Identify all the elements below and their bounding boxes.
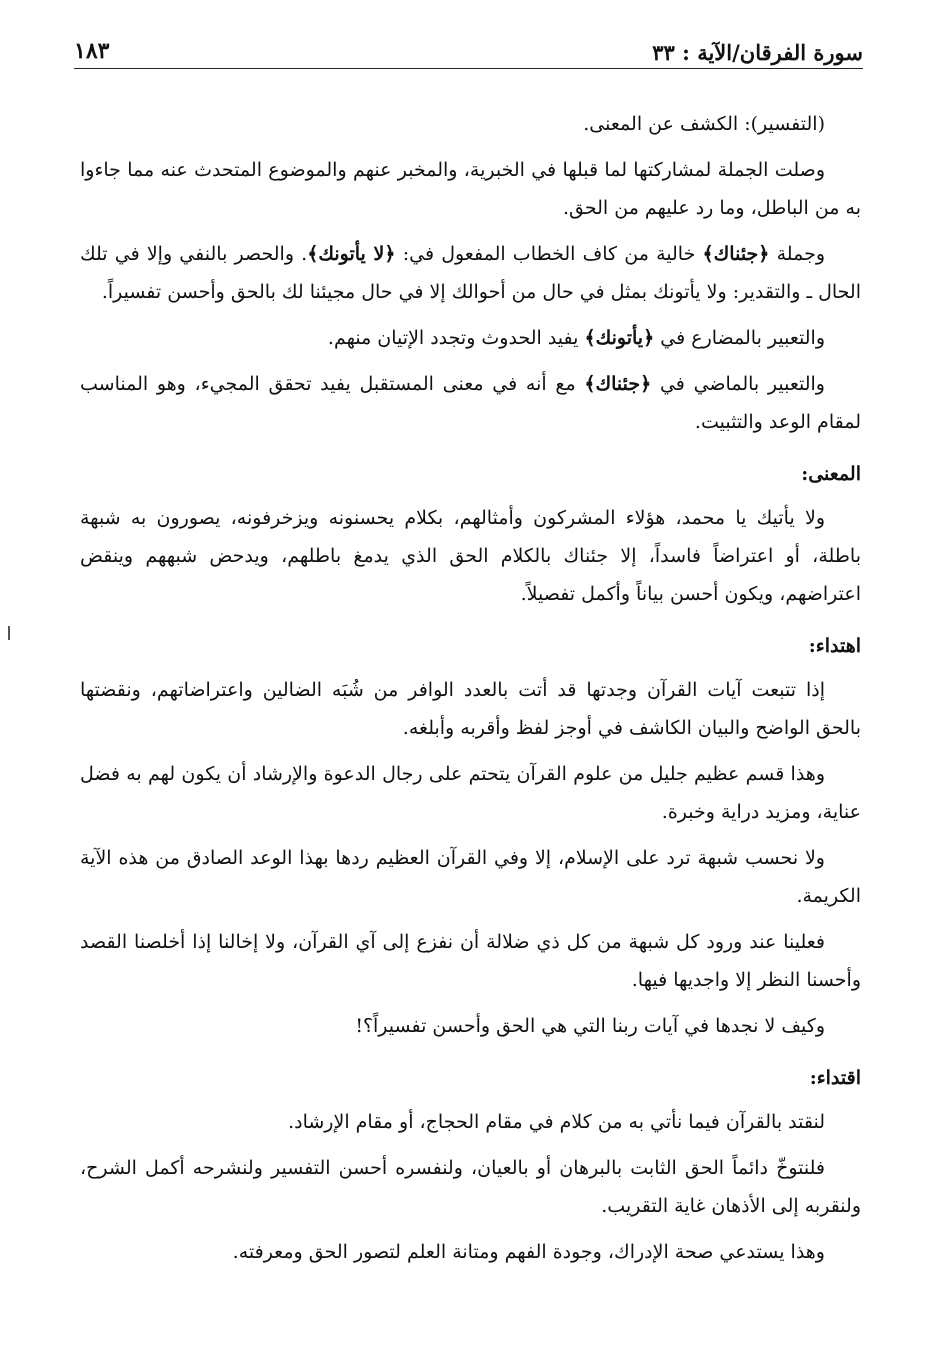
page-number: ١٨٣ bbox=[74, 38, 110, 64]
paragraph-past-tense bbox=[80, 365, 861, 441]
paragraph-tafsir-definition: (التفسير): الكشف عن المعنى. bbox=[583, 113, 825, 135]
text-segment: يفيد الحدوث وتجدد الإتيان منهم. bbox=[327, 327, 585, 349]
paragraph-following-2: فلنتوخّ دائماً الحق الثابت بالبرهان أو بالعيان، ولنفسره أحسن التفسير ولنشرحه أكمل الشرح، ولنقربه إلى الأذهان غاية التقريب. bbox=[80, 1157, 861, 1217]
text-segment: وجملة bbox=[769, 243, 825, 265]
text-segment: والتعبير بالماضي في bbox=[651, 373, 825, 395]
header-title: سورة الفرقان/الآية : ٣٣ bbox=[652, 40, 863, 65]
quran-quote: ﴿جئناك﴾ bbox=[702, 243, 770, 265]
paragraph-sentence-connection: وصلت الجملة لمشاركتها لما قبلها في الخبرية، والمخبر عنهم والموضوع المتحدث عنه مما جاءوا به من الباطل، وما رد عليهم من الحق. bbox=[80, 159, 861, 219]
paragraph-guidance-2: وهذا قسم عظيم جليل من علوم القرآن يتحتم على رجال الدعوة والإرشاد أن يكون لهم به فضل عناية، ومزيد دراية وخبرة. bbox=[80, 763, 861, 823]
text-segment: خالية من كاف الخطاب المفعول في: bbox=[395, 243, 703, 265]
heading-following: اقتداء: bbox=[809, 1067, 861, 1089]
heading-meaning: المعنى: bbox=[801, 463, 861, 485]
running-header bbox=[74, 34, 863, 70]
text-segment: والتعبير بالمضارع في bbox=[654, 327, 825, 349]
text-segment: مع أنه في معنى المستقبل يفيد تحقق المجيء، وهو المناسب لمقام الوعد والتثبيت. bbox=[80, 373, 861, 433]
paragraph-guidance-3: ولا نحسب شبهة ترد على الإسلام، إلا وفي القرآن العظيم ردها بهذا الوعد الصادق من هذه الآية الكريمة. bbox=[80, 847, 861, 907]
paragraph-following-3: وهذا يستدعي صحة الإدراك، وجودة الفهم ومتانة العلم لتصور الحق ومعرفته. bbox=[232, 1241, 825, 1263]
paragraph-jinnak-clause bbox=[80, 235, 861, 311]
paragraph-meaning: ولا يأتيك يا محمد، هؤلاء المشركون وأمثالهم، بكلام يحسنونه ويزخرفونه، يصورون به شبهة باطلة، أو اعتراضاً فاسداً، إلا جئناك بالكلام الحق الذي يدمغ باطلهم، ويدحض شبههم وينقض اعتراضهم، ويكون أحسن بياناً وأكمل تفصيلاً. bbox=[80, 507, 861, 605]
paragraph-guidance-4: فعلينا عند ورود كل شبهة من كل ذي ضلالة أن نفزع إلى آي القرآن، ولا إخالنا إذا أخلصنا القصد وأحسنا النظر إلا واجديها فيها. bbox=[80, 931, 861, 991]
margin-mark bbox=[8, 626, 10, 640]
page-body bbox=[80, 105, 861, 1279]
paragraph-guidance-5: وكيف لا نجدها في آيات ربنا التي هي الحق وأحسن تفسيراً؟! bbox=[355, 1015, 825, 1037]
paragraph-present-tense bbox=[80, 319, 861, 357]
paragraph-following-1: لنقتد بالقرآن فيما نأتي به من كلام في مقام الحجاج، أو مقام الإرشاد. bbox=[288, 1111, 825, 1133]
heading-guidance: اهتداء: bbox=[808, 635, 861, 657]
quran-quote: ﴿جئناك﴾ bbox=[584, 373, 652, 395]
header-rule bbox=[74, 68, 863, 69]
text-segment: . والحصر بالنفي وإلا في تلك الحال ـ والتقدير: ولا يأتونك بمثل في حال من أحوالك إلا في حال مجيئنا لك بالحق وأحسن تفسيراً. bbox=[80, 243, 861, 303]
quran-quote: ﴿يأتونك﴾ bbox=[584, 327, 655, 349]
paragraph-guidance-1: إذا تتبعت آيات القرآن وجدتها قد أتت بالعدد الوافر من شُبَه الضالين واعتراضاتهم، ونقضتها بالحق الواضح والبيان الكاشف في أوجز لفظ وأقربه وأبلغه. bbox=[80, 679, 861, 739]
quran-quote: ﴿لا يأتونك﴾ bbox=[307, 243, 396, 265]
